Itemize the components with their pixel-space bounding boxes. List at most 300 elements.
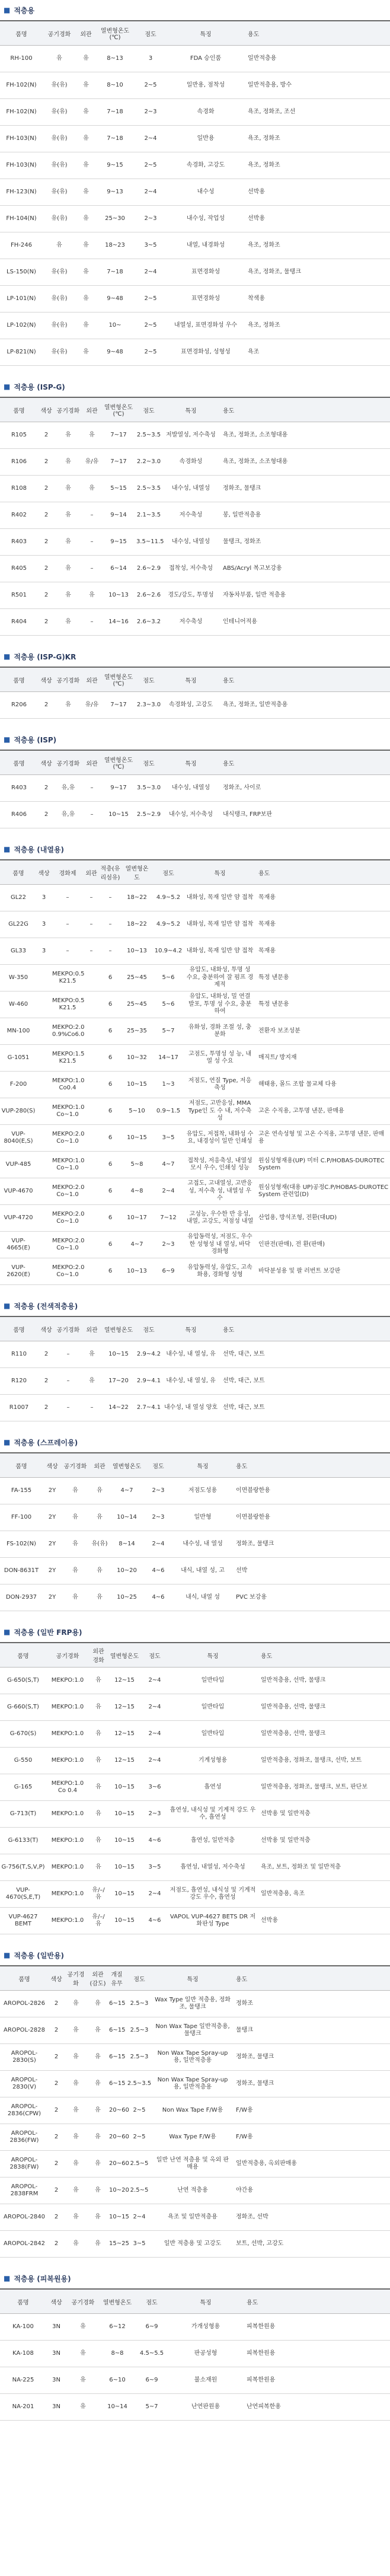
table-row bbox=[0, 1801, 390, 1828]
table-cell: 속경화성 bbox=[162, 449, 219, 476]
table-cell: 10.9~4.2 bbox=[152, 938, 185, 965]
table-cell: 2 bbox=[38, 582, 55, 609]
table-cell: R206 bbox=[0, 692, 38, 719]
table-cell: 10~14 bbox=[110, 1504, 143, 1531]
section bbox=[0, 1432, 390, 1611]
table-cell: 일반타입 bbox=[168, 1668, 257, 1694]
spec-table bbox=[0, 1965, 390, 2258]
table-cell: 10~13 bbox=[102, 582, 135, 609]
table-cell: 2~5 bbox=[134, 152, 167, 179]
table-cell: VUP-4670(S,E,T) bbox=[0, 1881, 46, 1908]
table-cell: 10~15 bbox=[108, 1801, 141, 1828]
table-cell: 유 bbox=[88, 2071, 108, 2097]
table-cell: 2~4 bbox=[141, 1721, 168, 1748]
table-header-row bbox=[0, 2289, 390, 2314]
table-cell: 20~60 bbox=[108, 2124, 126, 2151]
table-cell bbox=[84, 1258, 98, 1285]
column-header: 외관 bbox=[84, 860, 98, 885]
table-cell: 유 bbox=[88, 2124, 108, 2151]
table-cell: 피복한원용 bbox=[243, 2314, 390, 2341]
section-title: 적층용 (내열용) bbox=[14, 845, 65, 854]
table-cell: 고접도, 고내열성, 고반응성, 저수축 성, 내열성 우수 bbox=[185, 1178, 255, 1205]
table-cell: 6 bbox=[98, 1098, 122, 1125]
table-cell: 유 bbox=[55, 502, 82, 529]
table-cell: 10~13 bbox=[122, 1258, 152, 1285]
table-cell bbox=[84, 991, 98, 1018]
table-row bbox=[0, 1258, 390, 1285]
table-cell: R106 bbox=[0, 449, 38, 476]
table-cell: AROPOL-2830(V) bbox=[0, 2071, 49, 2097]
table-cell: 내수성, 작업성 bbox=[167, 206, 244, 232]
table-cell: 유 bbox=[55, 556, 82, 582]
column-header: 특징 bbox=[168, 1643, 257, 1668]
table-row bbox=[0, 1395, 390, 1421]
table-cell: 6 bbox=[98, 1178, 122, 1205]
table-cell: 2~5 bbox=[134, 286, 167, 313]
table-cell: 고온 수직용, 고투명 낸문, 판매용 bbox=[255, 1098, 390, 1125]
table-row bbox=[0, 422, 390, 449]
table-cell: 불소재원 bbox=[168, 2367, 243, 2394]
column-header: 용도 bbox=[232, 1453, 390, 1478]
table-cell: R110 bbox=[0, 1341, 38, 1368]
table-cell: 흡연성 bbox=[168, 1774, 257, 1801]
column-header: 공기경화 bbox=[64, 1966, 88, 1991]
spec-table bbox=[0, 20, 390, 366]
table-cell: 욕조, 정화조, 소조형대용 bbox=[219, 422, 390, 449]
table-cell: 유 bbox=[64, 2178, 88, 2204]
column-header: 열변형온도(℃) bbox=[102, 667, 135, 692]
column-header: 점도 bbox=[143, 1453, 173, 1478]
table-cell: 2~3 bbox=[141, 1801, 168, 1828]
table-cell: 유 bbox=[82, 476, 102, 502]
table-cell: 2 bbox=[38, 1341, 55, 1368]
table-cell: 유 bbox=[89, 1748, 108, 1774]
table-cell bbox=[84, 1098, 98, 1125]
table-cell: 유 bbox=[88, 2151, 108, 2178]
table-cell: 일반적층용 bbox=[244, 46, 390, 72]
column-header: 열변형온도 bbox=[102, 1316, 135, 1341]
section-title: 적층용 (ISP-G) bbox=[14, 382, 65, 391]
table-cell: VUP-2620(E) bbox=[0, 1258, 37, 1285]
spec-table bbox=[0, 1316, 390, 1421]
table-cell: 유 bbox=[89, 1801, 108, 1828]
table-cell: 10~20 bbox=[110, 1558, 143, 1585]
table-cell: 유 bbox=[89, 1721, 108, 1748]
table-cell: MEKPO:2.0 Co~1.0 bbox=[51, 1125, 84, 1152]
table-cell: 2~5 bbox=[126, 2097, 153, 2124]
table-cell: 10~17 bbox=[122, 1205, 152, 1232]
table-cell: 유 bbox=[76, 313, 96, 339]
table-cell bbox=[84, 1045, 98, 1072]
table-cell: 내수성, 내 열성 양호 bbox=[162, 1395, 219, 1421]
column-header: 색상 bbox=[38, 1316, 55, 1341]
table-header-row bbox=[0, 1966, 390, 1991]
column-header: 용도 bbox=[219, 397, 390, 422]
table-cell: 유(유) bbox=[43, 259, 76, 286]
table-cell: 접착성, 저수축성 bbox=[162, 556, 219, 582]
table-cell: 2Y bbox=[43, 1585, 62, 1611]
table-cell: 2 bbox=[38, 1368, 55, 1395]
table-cell: 욕조, 정화조 bbox=[244, 232, 390, 259]
table-cell: 2~3 bbox=[152, 1232, 185, 1258]
section bbox=[0, 839, 390, 1285]
table-cell: 5~8 bbox=[122, 1152, 152, 1178]
table-cell: 10~15 bbox=[108, 1881, 141, 1908]
table-cell: – bbox=[51, 885, 84, 911]
table-cell: 25~45 bbox=[122, 965, 152, 991]
table-cell: GL22 bbox=[0, 885, 37, 911]
spec-table bbox=[0, 2288, 390, 2421]
table-cell: 18~23 bbox=[96, 232, 134, 259]
table-cell: 이면블랑한용 bbox=[232, 1478, 390, 1504]
table-cell: G-6133(T) bbox=[0, 1828, 46, 1854]
table-cell: VUP-4720 bbox=[0, 1205, 37, 1232]
section-header bbox=[0, 729, 390, 750]
table-cell: 정화조, 물탱크 bbox=[219, 476, 390, 502]
column-header: 점도 bbox=[134, 21, 167, 46]
table-cell: 3.5~11.5 bbox=[135, 529, 162, 556]
table-header-row bbox=[0, 397, 390, 422]
column-header: 용도 bbox=[243, 2289, 390, 2314]
table-cell: R404 bbox=[0, 609, 38, 636]
table-cell: 9~13 bbox=[96, 179, 134, 206]
table-row bbox=[0, 1694, 390, 1721]
table-cell: 2.5~3.5 bbox=[135, 422, 162, 449]
table-cell: 유 bbox=[76, 99, 96, 126]
column-header: 공기경화 bbox=[55, 667, 82, 692]
square-bullet-icon: ■ bbox=[4, 1302, 11, 1310]
table-cell: MEKPO:1.0 Co~1.0 bbox=[51, 1152, 84, 1178]
table-cell: 2.5~3 bbox=[126, 2044, 153, 2071]
table-cell: 판공성형 bbox=[168, 2341, 243, 2367]
table-cell bbox=[84, 1152, 98, 1178]
table-cell: 2~4 bbox=[141, 1881, 168, 1908]
table-cell: 3 bbox=[134, 46, 167, 72]
table-cell: MEKPO:1.0 Co 0.4 bbox=[46, 1774, 89, 1801]
table-cell: G-550 bbox=[0, 1748, 46, 1774]
column-header: 품명 bbox=[0, 1966, 49, 1991]
table-cell: 유(유) bbox=[43, 313, 76, 339]
table-row bbox=[0, 2071, 390, 2097]
table-cell: 유 bbox=[88, 2017, 108, 2044]
table-cell: 선박, 대근, 보트 bbox=[219, 1395, 390, 1421]
column-header: 특징 bbox=[167, 21, 244, 46]
table-cell bbox=[37, 991, 51, 1018]
table-cell: 유 bbox=[76, 339, 96, 366]
table-cell: 12~15 bbox=[108, 1721, 141, 1748]
table-row bbox=[0, 802, 390, 828]
column-header: 특징 bbox=[162, 667, 219, 692]
table-cell: 2~3 bbox=[143, 1478, 173, 1504]
table-cell: 내수성, 저수축성 bbox=[162, 802, 219, 828]
table-cell: 10~15 bbox=[122, 1125, 152, 1152]
table-cell: 내화성, 목재 일반 얌 접착 bbox=[185, 911, 255, 938]
table-cell bbox=[84, 1178, 98, 1205]
table-cell: 20~60 bbox=[108, 2151, 126, 2178]
table-header-row bbox=[0, 21, 390, 46]
table-cell: 유 bbox=[76, 232, 96, 259]
table-cell: FH-102(N) bbox=[0, 99, 43, 126]
table-row bbox=[0, 1018, 390, 1045]
table-cell bbox=[84, 1205, 98, 1232]
table-cell: 7~17 bbox=[102, 692, 135, 719]
table-cell: MEKPO:1.0 bbox=[46, 1668, 89, 1694]
column-header: 특징 bbox=[153, 1966, 232, 1991]
table-cell bbox=[84, 1018, 98, 1045]
table-cell: 내수성, 내열성 bbox=[162, 775, 219, 802]
table-cell: 속경화 bbox=[167, 99, 244, 126]
table-cell: 2 bbox=[49, 2017, 64, 2044]
table-row bbox=[0, 2017, 390, 2044]
column-header: 점도 bbox=[135, 667, 162, 692]
table-cell: – bbox=[98, 911, 122, 938]
table-cell: G-660(S,T) bbox=[0, 1694, 46, 1721]
table-row bbox=[0, 152, 390, 179]
table-cell: VUP-4665(E) bbox=[0, 1232, 37, 1258]
table-cell: 난연 적층용 bbox=[153, 2178, 232, 2204]
table-cell: 7~18 bbox=[96, 126, 134, 152]
table-cell: R105 bbox=[0, 422, 38, 449]
column-header: 경화제 bbox=[51, 860, 84, 885]
table-cell: 3 bbox=[37, 885, 51, 911]
table-cell: ABS/Acryl 복고보강용 bbox=[219, 556, 390, 582]
table-cell: 4.9~5.2 bbox=[152, 911, 185, 938]
table-row bbox=[0, 582, 390, 609]
table-cell: 유 bbox=[64, 2231, 88, 2258]
table-cell: 유 bbox=[89, 1854, 108, 1881]
table-cell: FH-104(N) bbox=[0, 206, 43, 232]
table-cell: 10~15 bbox=[102, 1341, 135, 1368]
table-cell: 4~7 bbox=[122, 1232, 152, 1258]
table-cell: AROPOL-2828 bbox=[0, 2017, 49, 2044]
table-cell: R501 bbox=[0, 582, 38, 609]
table-cell bbox=[84, 1232, 98, 1258]
spec-table bbox=[0, 750, 390, 828]
column-header: 용도 bbox=[219, 667, 390, 692]
table-cell: MEKPO:2.0 Co~1.0 bbox=[51, 1205, 84, 1232]
square-bullet-icon: ■ bbox=[4, 845, 11, 853]
table-cell: 4~7 bbox=[152, 1152, 185, 1178]
table-cell: 25~30 bbox=[96, 206, 134, 232]
table-row bbox=[0, 965, 390, 991]
table-cell: 2.1~3.5 bbox=[135, 502, 162, 529]
table-cell: 10~13 bbox=[122, 938, 152, 965]
table-cell: – bbox=[82, 502, 102, 529]
table-cell: 2.6~3.2 bbox=[135, 609, 162, 636]
table-cell: 2.5~3.5 bbox=[135, 476, 162, 502]
table-cell: 피복한원용 bbox=[243, 2367, 390, 2394]
table-cell: AROPOL-2838(FW) bbox=[0, 2151, 49, 2178]
table-cell: 9~48 bbox=[96, 286, 134, 313]
table-cell: – bbox=[84, 911, 98, 938]
section-header bbox=[0, 377, 390, 397]
table-cell: 일반용 bbox=[167, 126, 244, 152]
table-cell: 유 bbox=[76, 286, 96, 313]
table-cell: 2 bbox=[38, 476, 55, 502]
section-header bbox=[0, 0, 390, 20]
column-header: 품명 bbox=[0, 1316, 38, 1341]
square-bullet-icon: ■ bbox=[4, 1628, 11, 1636]
table-cell: VAPOL VUP-4627 BETS DR 저화판성 Type bbox=[168, 1908, 257, 1934]
table-cell: 6 bbox=[98, 1232, 122, 1258]
table-cell: 흡연성, 내열성, 저수축성 bbox=[168, 1854, 257, 1881]
table-cell: 2 bbox=[49, 2204, 64, 2231]
table-cell: – bbox=[82, 802, 102, 828]
table-cell: 표면경화성 bbox=[167, 259, 244, 286]
table-row bbox=[0, 232, 390, 259]
table-cell: 유 bbox=[82, 422, 102, 449]
table-cell bbox=[37, 1232, 51, 1258]
table-cell: 유(유) bbox=[43, 72, 76, 99]
square-bullet-icon: ■ bbox=[4, 1951, 11, 1959]
table-row bbox=[0, 885, 390, 911]
table-cell: 6~9 bbox=[135, 2314, 168, 2341]
table-row bbox=[0, 313, 390, 339]
table-cell: AROPOL-2826 bbox=[0, 1991, 49, 2017]
table-cell: 3N bbox=[46, 2367, 66, 2394]
column-header: 색상 bbox=[38, 667, 55, 692]
table-cell: 난연판원용 bbox=[168, 2394, 243, 2421]
table-cell: 내식, 내열 성, 고 bbox=[173, 1558, 232, 1585]
table-header-row bbox=[0, 1453, 390, 1478]
table-cell: 10~14 bbox=[100, 2394, 135, 2421]
table-cell: 유 bbox=[66, 2394, 100, 2421]
column-header: 용도 bbox=[244, 21, 390, 46]
table-cell: 흡연성, 일반적층 bbox=[168, 1828, 257, 1854]
table-cell: PVC 보강용 bbox=[232, 1585, 390, 1611]
table-cell: 2.5~5 bbox=[126, 2151, 153, 2178]
table-cell: 2 bbox=[38, 692, 55, 719]
column-header: 열변형온도(℃) bbox=[96, 21, 134, 46]
table-row bbox=[0, 1774, 390, 1801]
table-cell: 유 bbox=[66, 2314, 100, 2341]
table-cell: LP-102(N) bbox=[0, 313, 43, 339]
table-cell: 2.9~4.2 bbox=[135, 1341, 162, 1368]
table-cell bbox=[37, 1072, 51, 1098]
table-row bbox=[0, 1908, 390, 1934]
table-header-row bbox=[0, 750, 390, 775]
table-cell: 고성능, 우수한 반 응성, 내열, 고강도, 저점성 내열 bbox=[185, 1205, 255, 1232]
table-cell: 3 bbox=[37, 911, 51, 938]
table-cell: 유 bbox=[55, 609, 82, 636]
table-cell: 유 bbox=[66, 2367, 100, 2394]
table-cell: 욕조, 정화조 bbox=[244, 126, 390, 152]
table-cell: FH-103(N) bbox=[0, 152, 43, 179]
table-cell: 유 bbox=[76, 179, 96, 206]
table-cell: 욕조, 정화조 bbox=[244, 313, 390, 339]
section-header bbox=[0, 646, 390, 667]
table-cell: AROPOL-2838FRM bbox=[0, 2178, 49, 2204]
table-row bbox=[0, 692, 390, 719]
table-cell: 내수성, 내열성 bbox=[162, 476, 219, 502]
table-cell: 유 bbox=[62, 1531, 89, 1558]
table-cell: – bbox=[55, 1395, 82, 1421]
table-cell: FDA 승인품 bbox=[167, 46, 244, 72]
table-cell bbox=[37, 1098, 51, 1125]
table-cell: 10~32 bbox=[122, 1045, 152, 1072]
table-row bbox=[0, 1558, 390, 1585]
column-header: 외관 경화 bbox=[89, 1643, 108, 1668]
table-cell: – bbox=[51, 938, 84, 965]
square-bullet-icon: ■ bbox=[4, 735, 11, 744]
table-cell bbox=[37, 1258, 51, 1285]
table-cell: 12~15 bbox=[108, 1694, 141, 1721]
table-cell: 일반타입 bbox=[168, 1721, 257, 1748]
column-header: 특징 bbox=[168, 2289, 243, 2314]
table-cell: – bbox=[82, 529, 102, 556]
table-cell: 일반적층용, 정화조, 물탱크, 선박, 보트 bbox=[257, 1748, 390, 1774]
section-title: 적층용 (피복원용) bbox=[14, 2274, 71, 2283]
table-cell: 3 bbox=[37, 938, 51, 965]
table-row bbox=[0, 1478, 390, 1504]
table-cell: 3N bbox=[46, 2341, 66, 2367]
table-cell: 9~14 bbox=[102, 502, 135, 529]
table-cell: 내수성, 내 열성 bbox=[173, 1531, 232, 1558]
table-cell: GL22G bbox=[0, 911, 37, 938]
table-row bbox=[0, 938, 390, 965]
table-cell: 유(유) bbox=[43, 339, 76, 366]
column-header: 용도 bbox=[219, 1316, 390, 1341]
table-cell: MEKPO:1.0 bbox=[46, 1721, 89, 1748]
section-title: 적층용 (ISP) bbox=[14, 735, 57, 744]
table-cell: 저점도성용 bbox=[173, 1478, 232, 1504]
column-header: 용도 bbox=[257, 1643, 390, 1668]
table-cell: 5~6 bbox=[152, 991, 185, 1018]
table-cell: 15~25 bbox=[108, 2231, 126, 2258]
table-cell: 유/–/유 bbox=[89, 1881, 108, 1908]
table-cell bbox=[84, 1125, 98, 1152]
table-cell: 2~4 bbox=[143, 1531, 173, 1558]
table-cell: 유 bbox=[88, 2231, 108, 2258]
table-cell: KA-108 bbox=[0, 2341, 46, 2367]
table-cell: 6 bbox=[98, 1152, 122, 1178]
table-row bbox=[0, 99, 390, 126]
table-cell: 선박, 대근, 보트 bbox=[219, 1341, 390, 1368]
table-cell: 저수축성 bbox=[162, 502, 219, 529]
table-cell: 내수성 bbox=[167, 179, 244, 206]
column-header: 용도 bbox=[255, 860, 390, 885]
section-header bbox=[0, 1945, 390, 1965]
section bbox=[0, 1945, 390, 2258]
table-cell: 유 bbox=[64, 2124, 88, 2151]
table-cell bbox=[84, 1072, 98, 1098]
section-title: 적층용 (일반용) bbox=[14, 1951, 65, 1960]
table-cell: KA-100 bbox=[0, 2314, 46, 2341]
table-cell: 표면경화성, 성형성 bbox=[167, 339, 244, 366]
table-cell: – bbox=[82, 556, 102, 582]
table-cell: 물탱크, 정화조 bbox=[219, 529, 390, 556]
table-cell: 유압동력성, 저점도, 우수한 성형성 내 열성, 바닥 경화형 bbox=[185, 1232, 255, 1258]
table-cell: 유(유) bbox=[43, 206, 76, 232]
table-cell: 2 bbox=[49, 2231, 64, 2258]
table-cell: 유(유) bbox=[43, 99, 76, 126]
table-cell: 유 bbox=[62, 1504, 89, 1531]
table-cell: 6 bbox=[98, 1018, 122, 1045]
table-cell: MEKPO:1.5 K21.5 bbox=[51, 1045, 84, 1072]
table-row bbox=[0, 1991, 390, 2017]
table-cell: MEKPO:0.5 K21.5 bbox=[51, 991, 84, 1018]
table-cell: 일반적층용, 선박, 물탱크 bbox=[257, 1668, 390, 1694]
column-header: 열변형온도 bbox=[110, 1453, 143, 1478]
table-cell: 4.9~5.2 bbox=[152, 885, 185, 911]
section bbox=[0, 0, 390, 366]
table-row bbox=[0, 206, 390, 232]
square-bullet-icon: ■ bbox=[4, 382, 11, 391]
table-row bbox=[0, 2178, 390, 2204]
table-cell: 유(유) bbox=[43, 152, 76, 179]
table-cell: NA-225 bbox=[0, 2367, 46, 2394]
table-cell: 유 bbox=[43, 46, 76, 72]
